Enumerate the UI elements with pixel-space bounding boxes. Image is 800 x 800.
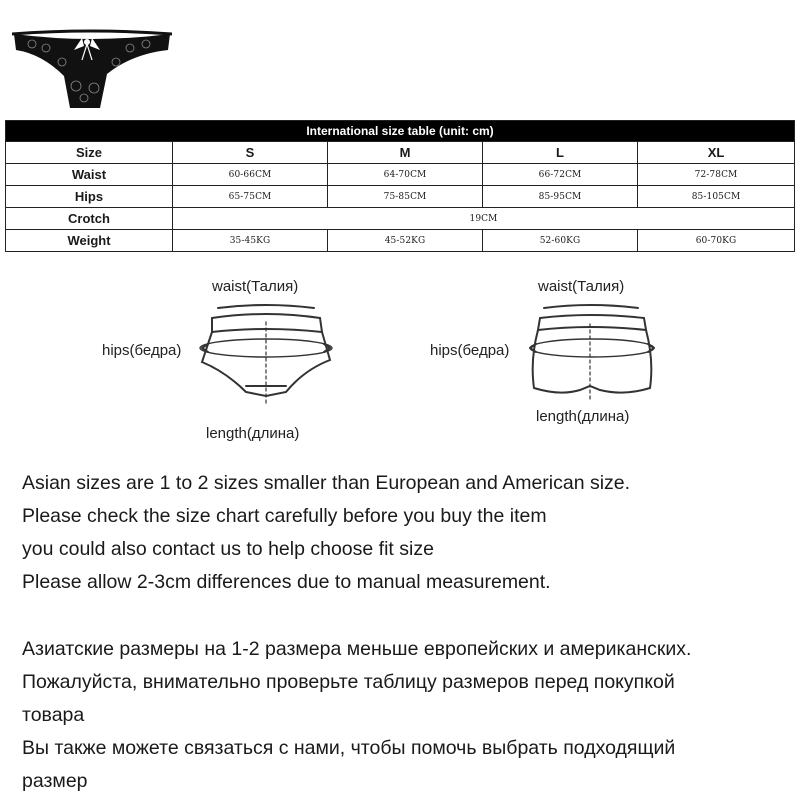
- table-cell: 60-70KG: [638, 230, 795, 252]
- table-cell: 19CM: [173, 208, 795, 230]
- waist-label: waist(Талия): [538, 278, 625, 295]
- column-header: S: [173, 142, 328, 164]
- waist-label: waist(Талия): [212, 278, 299, 295]
- column-header: L: [483, 142, 638, 164]
- column-header: Size: [6, 142, 173, 164]
- table-cell: 66-72CM: [483, 164, 638, 186]
- hips-label: hips(бедра): [102, 342, 182, 359]
- note-ru-5: размер: [22, 770, 88, 792]
- note-en-1: Asian sizes are 1 to 2 sizes smaller than European and American size.: [22, 472, 631, 494]
- size-table: [5, 120, 795, 252]
- table-cell: 85-105CM: [638, 186, 795, 208]
- table-row: [6, 208, 795, 230]
- table-row: [6, 164, 795, 186]
- table-cell: 60-66CM: [173, 164, 328, 186]
- row-label: Crotch: [6, 208, 173, 230]
- table-cell: 75-85CM: [328, 186, 483, 208]
- row-label: Hips: [6, 186, 173, 208]
- note-ru-3: товара: [22, 704, 85, 726]
- length-label: length(длина): [206, 425, 300, 442]
- table-title-row: [6, 121, 795, 142]
- table-header-row: [6, 142, 795, 164]
- boxer-diagram: [520, 300, 665, 410]
- table-cell: 64-70CM: [328, 164, 483, 186]
- table-cell: 45-52KG: [328, 230, 483, 252]
- hips-label: hips(бедра): [430, 342, 510, 359]
- table-title: International size table (unit: cm): [6, 121, 795, 142]
- table-cell: 35-45KG: [173, 230, 328, 252]
- note-ru-1: Азиатские размеры на 1-2 размера меньше европейских и американских.: [22, 638, 692, 660]
- brief-diagram: [196, 300, 341, 420]
- table-cell: 85-95CM: [483, 186, 638, 208]
- table-cell: 52-60KG: [483, 230, 638, 252]
- product-photo: [12, 28, 172, 118]
- table-row: [6, 186, 795, 208]
- note-en-4: Please allow 2-3cm differences due to manual measurement.: [22, 571, 551, 593]
- row-label: Waist: [6, 164, 173, 186]
- table-cell: 65-75CM: [173, 186, 328, 208]
- table-row: [6, 230, 795, 252]
- note-ru-4: Вы также можете связаться с нами, чтобы помочь выбрать подходящий: [22, 737, 676, 759]
- note-en-2: Please check the size chart carefully before you buy the item: [22, 505, 547, 527]
- column-header: XL: [638, 142, 795, 164]
- table-cell: 72-78CM: [638, 164, 795, 186]
- row-label: Weight: [6, 230, 173, 252]
- note-ru-2: Пожалуйста, внимательно проверьте таблицу размеров перед покупкой: [22, 671, 675, 693]
- note-en-3: you could also contact us to help choose fit size: [22, 538, 434, 560]
- column-header: M: [328, 142, 483, 164]
- length-label: length(длина): [536, 408, 630, 425]
